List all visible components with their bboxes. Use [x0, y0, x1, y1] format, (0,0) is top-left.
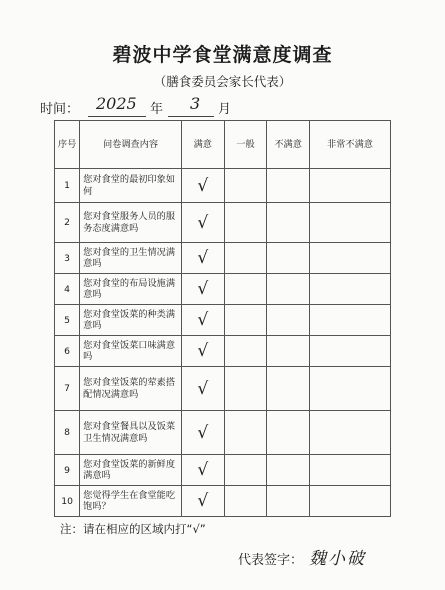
row-number: 6: [55, 336, 80, 367]
time-row: [40, 96, 420, 118]
check-mark: √: [197, 378, 209, 399]
header-average: 一般: [224, 121, 267, 169]
header-no: 序号: [55, 121, 80, 169]
header-question: 问卷调查内容: [80, 121, 182, 169]
header-unsatisfied: 不满意: [267, 121, 310, 169]
very-unsatisfied-cell[interactable]: [309, 274, 390, 305]
check-mark: √: [197, 310, 209, 330]
very-unsatisfied-cell[interactable]: [309, 243, 390, 274]
row-question: 您对食堂饭菜的荤素搭配情况满意吗: [80, 367, 182, 411]
very-unsatisfied-cell[interactable]: [309, 367, 390, 411]
table-row: [55, 367, 391, 411]
unsatisfied-cell[interactable]: [267, 486, 310, 517]
row-question: 您对食堂的卫生情况满意吗: [80, 243, 182, 274]
average-cell[interactable]: [224, 169, 267, 203]
table-row: [55, 486, 391, 517]
row-question: 您对食堂餐具以及饭菜卫生情况满意吗: [80, 411, 182, 455]
average-cell[interactable]: [224, 203, 267, 243]
row-question: 您对食堂饭菜口味满意吗: [80, 336, 182, 367]
signature-label: 代表签字：: [238, 553, 304, 568]
very-unsatisfied-cell[interactable]: [309, 486, 390, 517]
unsatisfied-cell[interactable]: [267, 305, 310, 336]
unsatisfied-cell[interactable]: [267, 203, 310, 243]
satisfied-cell[interactable]: [181, 203, 224, 243]
table-row: [55, 274, 391, 305]
table-row: [55, 243, 391, 274]
check-mark: √: [197, 491, 209, 511]
row-number: 10: [55, 486, 80, 517]
row-question: 您觉得学生在食堂能吃饱吗？: [80, 486, 182, 517]
time-month-unit: 月: [218, 102, 232, 117]
row-question: 您对食堂饭菜的新鲜度满意吗: [80, 455, 182, 486]
check-mark: √: [197, 279, 209, 299]
average-cell[interactable]: [224, 336, 267, 367]
unsatisfied-cell[interactable]: [267, 455, 310, 486]
table-row: [55, 305, 391, 336]
unsatisfied-cell[interactable]: [267, 367, 310, 411]
very-unsatisfied-cell[interactable]: [309, 169, 390, 203]
average-cell[interactable]: [224, 367, 267, 411]
row-number: 1: [55, 169, 80, 203]
check-mark: √: [197, 422, 209, 443]
check-mark: √: [197, 212, 209, 233]
satisfied-cell[interactable]: [181, 455, 224, 486]
average-cell[interactable]: [224, 305, 267, 336]
header-satisfied: 满意: [181, 121, 224, 169]
very-unsatisfied-cell[interactable]: [309, 411, 390, 455]
unsatisfied-cell[interactable]: [267, 243, 310, 274]
unsatisfied-cell[interactable]: [267, 411, 310, 455]
survey-table: [54, 120, 391, 517]
row-number: 7: [55, 367, 80, 411]
average-cell[interactable]: [224, 274, 267, 305]
instruction-note: 注：请在相应的区域内打“√”: [60, 522, 206, 536]
average-cell[interactable]: [224, 411, 267, 455]
satisfied-cell[interactable]: [181, 243, 224, 274]
unsatisfied-cell[interactable]: [267, 274, 310, 305]
time-year-value: 2025: [96, 94, 137, 113]
average-cell[interactable]: [224, 486, 267, 517]
time-label: 时间：: [40, 102, 80, 117]
unsatisfied-cell[interactable]: [267, 169, 310, 203]
check-mark: √: [197, 248, 209, 268]
satisfied-cell[interactable]: [181, 486, 224, 517]
satisfied-cell[interactable]: [181, 411, 224, 455]
satisfied-cell[interactable]: [181, 169, 224, 203]
check-mark: √: [197, 341, 209, 361]
time-month-value: 3: [190, 94, 201, 113]
very-unsatisfied-cell[interactable]: [309, 305, 390, 336]
header-very-unsatisfied: 非常不满意: [309, 121, 390, 169]
table-row: [55, 203, 391, 243]
form-subtitle: （膳食委员会家长代表）: [153, 74, 292, 89]
satisfied-cell[interactable]: [181, 274, 224, 305]
row-number: 2: [55, 203, 80, 243]
signature-row: [238, 544, 366, 569]
satisfied-cell[interactable]: [181, 336, 224, 367]
month-underline: [168, 116, 214, 117]
satisfied-cell[interactable]: [181, 367, 224, 411]
year-underline: [88, 116, 146, 117]
very-unsatisfied-cell[interactable]: [309, 203, 390, 243]
very-unsatisfied-cell[interactable]: [309, 336, 390, 367]
table-row: [55, 336, 391, 367]
row-number: 4: [55, 274, 80, 305]
average-cell[interactable]: [224, 243, 267, 274]
row-number: 8: [55, 411, 80, 455]
row-number: 3: [55, 243, 80, 274]
signature-name: 魏小破: [309, 549, 367, 569]
table-row: [55, 169, 391, 203]
check-mark: √: [197, 460, 209, 480]
average-cell[interactable]: [224, 455, 267, 486]
row-question: 您对食堂的最初印象如何: [80, 169, 182, 203]
form-title: 碧波中学食堂满意度调查: [112, 44, 333, 66]
very-unsatisfied-cell[interactable]: [309, 455, 390, 486]
table-row: [55, 455, 391, 486]
check-mark: √: [197, 175, 209, 196]
table-header-row: [55, 121, 391, 169]
table-row: [55, 411, 391, 455]
time-year-unit: 年: [150, 102, 164, 117]
row-question: 您对食堂的布局设施满意吗: [80, 274, 182, 305]
row-number: 9: [55, 455, 80, 486]
unsatisfied-cell[interactable]: [267, 336, 310, 367]
row-question: 您对食堂饭菜的种类满意吗: [80, 305, 182, 336]
row-number: 5: [55, 305, 80, 336]
satisfied-cell[interactable]: [181, 305, 224, 336]
row-question: 您对食堂服务人员的服务态度满意吗: [80, 203, 182, 243]
